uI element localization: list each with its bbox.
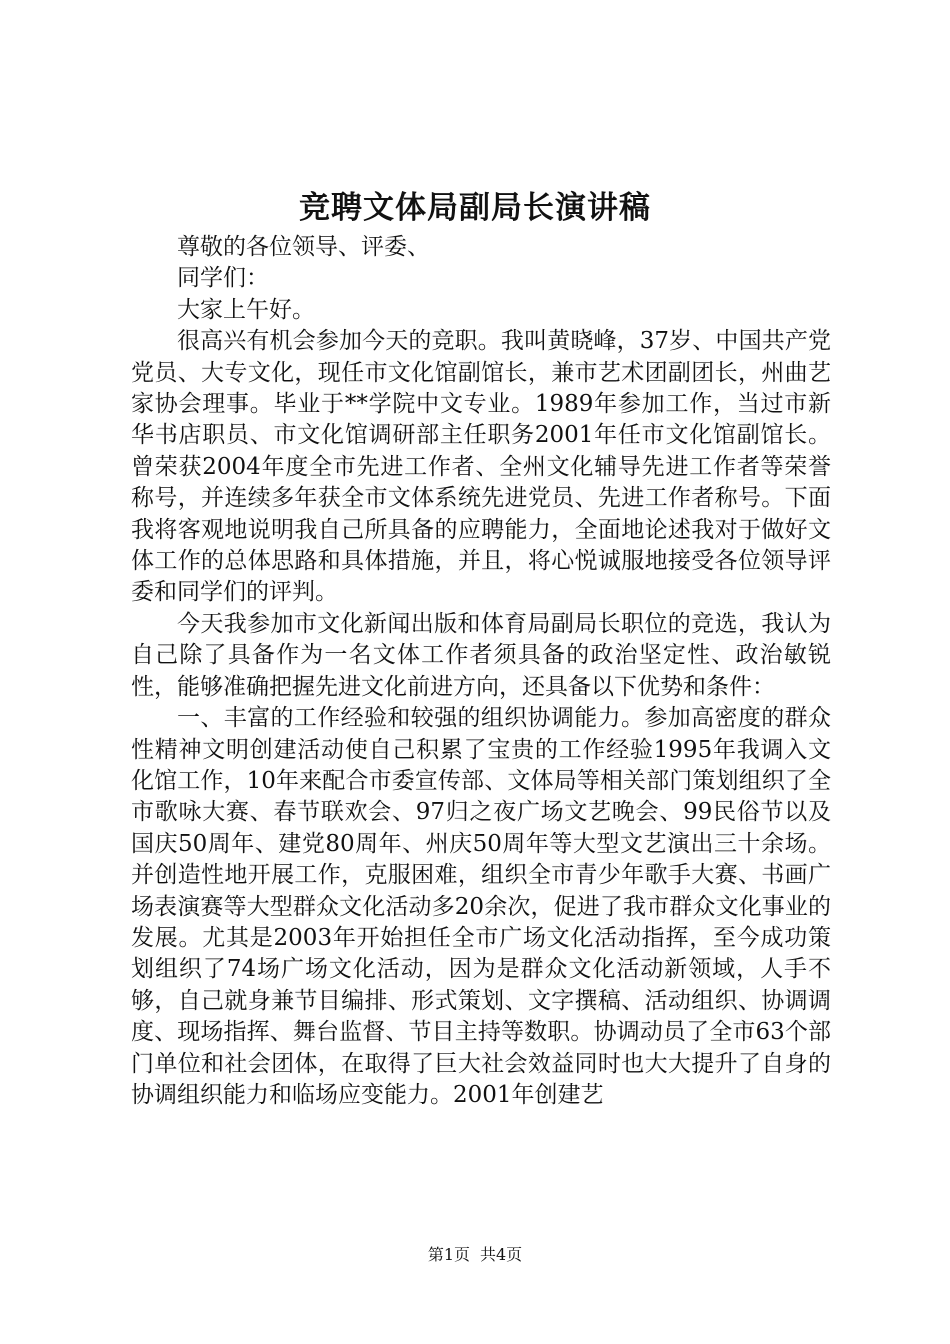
paragraph-experience: 一、丰富的工作经验和较强的组织协调能力。参加高密度的群众性精神文明创建活动使自己积累了宝贵的工作经验1995年我调入文化馆工作，10年来配合市委宣传部、文体局等相关部门策划组织了全市歌咏大赛、春节联欢会、97归之夜广场文艺晚会、99民俗节以及国庆50周年、建党80周年、州庆50周年等大型文艺演出三十余场。并创造性地开展工作，克服困难，组织全市青少年歌手大赛、书画广场表演赛等大型群众文化活动多20余次，促进了我市群众文化事业的发展。尤其是2003年开始担任全市广场文化活动指挥，至今成功策划组织了74场广场文化活动，因为是群众文化活动新领域，人手不够，自己就身兼节目编排、形式策划、文字撰稿、活动组织、协调调度、现场指挥、舞台监督、节目主持等数职。协调动员了全市63个部门单位和社会团体，在取得了巨大社会效益同时也大大提升了自身的协调组织能力和临场应变能力。2001年创建艺 xyxy=(131,705,831,1108)
salutation-line-2: 同学们： xyxy=(177,265,269,292)
document-title: 竞聘文体局副局长演讲稿 xyxy=(299,190,651,226)
paragraph-introduction: 很高兴有机会参加今天的竞职。我叫黄晓峰，37岁、中国共产党党员、大专文化，现任市文化馆副馆长，兼市艺术团副团长，州曲艺家协会理事。毕业于**学院中文专业。1989年参加工作，当过市新华书店职员、市文化馆调研部主任职务2001年任市文化馆副馆长。曾荣获2004年度全市先进工作者、全州文化辅导先进工作者等荣誉称号，并连续多年获全市文体系统先进党员、先进工作者称号。下面我将客观地说明我自己所具备的应聘能力，全面地论述我对于做好文体工作的总体思路和具体措施，并且，将心悦诚服地接受各位领导评委和同学们的评判。 xyxy=(131,328,831,606)
paragraph-candidacy: 今天我参加市文化新闻出版和体育局副局长职位的竞选，我认为自己除了具备作为一名文体工作者须具备的政治坚定性、政治敏锐性，能够准确把握先进文化前进方向，还具备以下优势和条件： xyxy=(131,610,831,700)
document-body xyxy=(131,232,831,1111)
salutation-line-1: 尊敬的各位领导、评委、 xyxy=(177,234,430,260)
page-number: 第1页 xyxy=(427,1245,470,1264)
page-total: 共4页 xyxy=(480,1245,523,1264)
greeting-line: 大家上午好。 xyxy=(177,296,315,323)
page-footer xyxy=(0,1244,950,1266)
